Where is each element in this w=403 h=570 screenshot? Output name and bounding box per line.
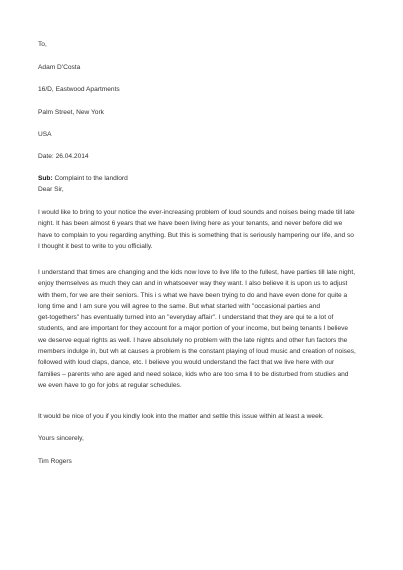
paragraph-line: students, and are important for they account for a major portion of your income, but being tenants I believe [38,325,349,333]
paragraph-line: have to complain to you regarding anything. But this is something that is seriously hampering our life, and so [38,231,354,239]
paragraph-line: with them, for we are their seniors. This i s what we have been trying to do and have even done for quite a [38,291,348,299]
paragraph-line: we deserve equal rights as well. I have absolutely no problem with the late nights and other fun factors the [38,336,348,344]
body-paragraph-3: It would be nice of you if you kindly look into the matter and settle this issue within at least a week. [38,413,324,420]
subject-line [38,175,128,183]
letter-date: Date: 26.04.2014 [38,153,89,160]
paragraph-line: night. It has been almost 6 years that we have been living here as your tenants, and never before did we [38,220,343,228]
paragraph-line: I thought it best to write to you officially. [38,242,153,250]
body-paragraph-2 [38,267,364,391]
subject-text: Complaint to the landlord [52,175,128,182]
recipient-address-line-1: 16/D, Eastwood Apartments [38,86,120,93]
recipient-country: USA [38,131,52,138]
paragraph-line: I would like to bring to your notice the ever-increasing problem of loud sounds and noises being made till late [38,209,355,216]
salutation: Dear Sir, [38,186,64,193]
paragraph-line: I understand that times are changing and the kids now love to live life to the fullest, have parties till late night, [38,269,356,276]
recipient-name: Adam D'Costa [38,64,81,71]
paragraph-line: long time and I am sure you will agree to the same. But what started with "occasional parties and [38,302,320,310]
to-line: To, [38,41,47,48]
paragraph-line: get-togethers" has eventually turned into an "everyday affair". I understand that they are qui te a lot of [38,314,334,322]
paragraph-line: followed with loud claps, dance, etc. I believe you would understand the fact that we live here with our [38,359,335,367]
closing: Yours sincerely, [38,435,84,442]
subject-label: Sub: [38,175,53,182]
body-paragraph-1 [38,207,364,252]
paragraph-line: families – parents who are aged and need solace, kids who are too sma ll to be disturbed from studies and [38,370,349,378]
paragraph-line: we even have to go for jobs at regular schedules. [38,381,182,389]
signature: Tim Rogers [38,458,72,465]
recipient-address-line-2: Palm Street, New York [38,109,104,116]
paragraph-line: members indulge in, but wh at causes a problem is the constant playing of loud music and creation of noises, [38,348,356,356]
paragraph-line: enjoy themselves as much they can and in whatsoever way they want. I also believe it is upon us to adjust [38,280,348,288]
